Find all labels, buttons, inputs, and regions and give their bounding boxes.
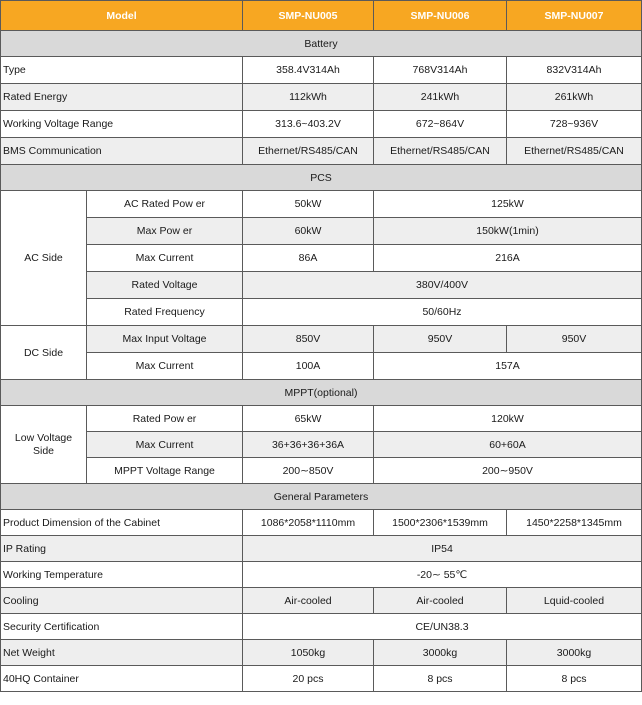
- cell-value: Ethernet/RS485/CAN: [507, 138, 642, 165]
- group-label-low-voltage-side: Low Voltage Side: [1, 406, 87, 484]
- table-row: [1, 432, 642, 458]
- row-label: Cooling: [1, 588, 243, 614]
- cell-value: 60+60A: [374, 432, 642, 458]
- cell-value: 1050kg: [243, 640, 374, 666]
- cell-value: 157A: [374, 353, 642, 380]
- group-label-dc-side: DC Side: [1, 326, 87, 380]
- cell-value: 3000kg: [374, 640, 507, 666]
- cell-value: 20 pcs: [243, 666, 374, 692]
- header-model-1: SMP-NU005: [243, 1, 374, 31]
- cell-value: Air-cooled: [374, 588, 507, 614]
- header-model: Model: [1, 1, 243, 31]
- table-row: [1, 614, 642, 640]
- section-row: [1, 380, 642, 406]
- table-row: [1, 536, 642, 562]
- cell-value: 100A: [243, 353, 374, 380]
- header-model-2: SMP-NU006: [374, 1, 507, 31]
- cell-value: 150kW(1min): [374, 218, 642, 245]
- row-label: Net Weight: [1, 640, 243, 666]
- cell-value: 50kW: [243, 191, 374, 218]
- row-label: Working Voltage Range: [1, 111, 243, 138]
- table-row: [1, 138, 642, 165]
- section-battery: Battery: [1, 31, 642, 57]
- cell-value: Lquid-cooled: [507, 588, 642, 614]
- table-row: [1, 218, 642, 245]
- table-row: [1, 245, 642, 272]
- cell-value: 8 pcs: [374, 666, 507, 692]
- section-mppt: MPPT(optional): [1, 380, 642, 406]
- cell-value: 261kWh: [507, 84, 642, 111]
- row-label: Max Input Voltage: [87, 326, 243, 353]
- cell-value: 8 pcs: [507, 666, 642, 692]
- table-row: [1, 57, 642, 84]
- table-row: [1, 353, 642, 380]
- cell-value: 36+36+36+36A: [243, 432, 374, 458]
- cell-value: 950V: [507, 326, 642, 353]
- table-row: [1, 562, 642, 588]
- cell-value: CE/UN38.3: [243, 614, 642, 640]
- cell-value: 200∼850V: [243, 458, 374, 484]
- row-label: Max Current: [87, 353, 243, 380]
- row-label: Max Current: [87, 432, 243, 458]
- table-row: [1, 84, 642, 111]
- table-row: [1, 458, 642, 484]
- cell-value: 86A: [243, 245, 374, 272]
- cell-value: 241kWh: [374, 84, 507, 111]
- cell-value: 1500*2306*1539mm: [374, 510, 507, 536]
- row-label: Max Pow er: [87, 218, 243, 245]
- cell-value: 672~864V: [374, 111, 507, 138]
- table-row: [1, 299, 642, 326]
- table-row: [1, 111, 642, 138]
- row-label: Rated Voltage: [87, 272, 243, 299]
- cell-value: Ethernet/RS485/CAN: [243, 138, 374, 165]
- section-pcs: PCS: [1, 165, 642, 191]
- section-row: [1, 31, 642, 57]
- cell-value: Ethernet/RS485/CAN: [374, 138, 507, 165]
- cell-value: 60kW: [243, 218, 374, 245]
- table-row: [1, 640, 642, 666]
- cell-value: 1086*2058*1110mm: [243, 510, 374, 536]
- cell-value: 1450*2258*1345mm: [507, 510, 642, 536]
- table-row: [1, 666, 642, 692]
- cell-value: 3000kg: [507, 640, 642, 666]
- cell-value: 112kWh: [243, 84, 374, 111]
- section-row: [1, 484, 642, 510]
- row-label: IP Rating: [1, 536, 243, 562]
- cell-value: 768V314Ah: [374, 57, 507, 84]
- row-label: Rated Energy: [1, 84, 243, 111]
- row-label: Rated Frequency: [87, 299, 243, 326]
- table-row: [1, 510, 642, 536]
- cell-value: 950V: [374, 326, 507, 353]
- cell-value: 380V/400V: [243, 272, 642, 299]
- table-row: [1, 588, 642, 614]
- row-label: Security Certification: [1, 614, 243, 640]
- cell-value: 125kW: [374, 191, 642, 218]
- row-label: Working Temperature: [1, 562, 243, 588]
- cell-value: 832V314Ah: [507, 57, 642, 84]
- cell-value: -20∼ 55℃: [243, 562, 642, 588]
- section-general: General Parameters: [1, 484, 642, 510]
- cell-value: IP54: [243, 536, 642, 562]
- cell-value: 313.6~403.2V: [243, 111, 374, 138]
- table-row: [1, 272, 642, 299]
- row-label: Product Dimension of the Cabinet: [1, 510, 243, 536]
- cell-value: 120kW: [374, 406, 642, 432]
- section-row: [1, 165, 642, 191]
- row-label: 40HQ Container: [1, 666, 243, 692]
- cell-value: 850V: [243, 326, 374, 353]
- row-label: Max Current: [87, 245, 243, 272]
- header-row: [1, 1, 642, 31]
- table-row: [1, 406, 642, 432]
- row-label: Rated Pow er: [87, 406, 243, 432]
- row-label: MPPT Voltage Range: [87, 458, 243, 484]
- cell-value: 65kW: [243, 406, 374, 432]
- cell-value: 200∼950V: [374, 458, 642, 484]
- table-row: [1, 326, 642, 353]
- cell-value: Air-cooled: [243, 588, 374, 614]
- cell-value: 728~936V: [507, 111, 642, 138]
- cell-value: 216A: [374, 245, 642, 272]
- row-label: AC Rated Pow er: [87, 191, 243, 218]
- cell-value: 50/60Hz: [243, 299, 642, 326]
- cell-value: 358.4V314Ah: [243, 57, 374, 84]
- row-label: Type: [1, 57, 243, 84]
- row-label: BMS Communication: [1, 138, 243, 165]
- table-row: [1, 191, 642, 218]
- group-label-ac-side: AC Side: [1, 191, 87, 326]
- header-model-3: SMP-NU007: [507, 1, 642, 31]
